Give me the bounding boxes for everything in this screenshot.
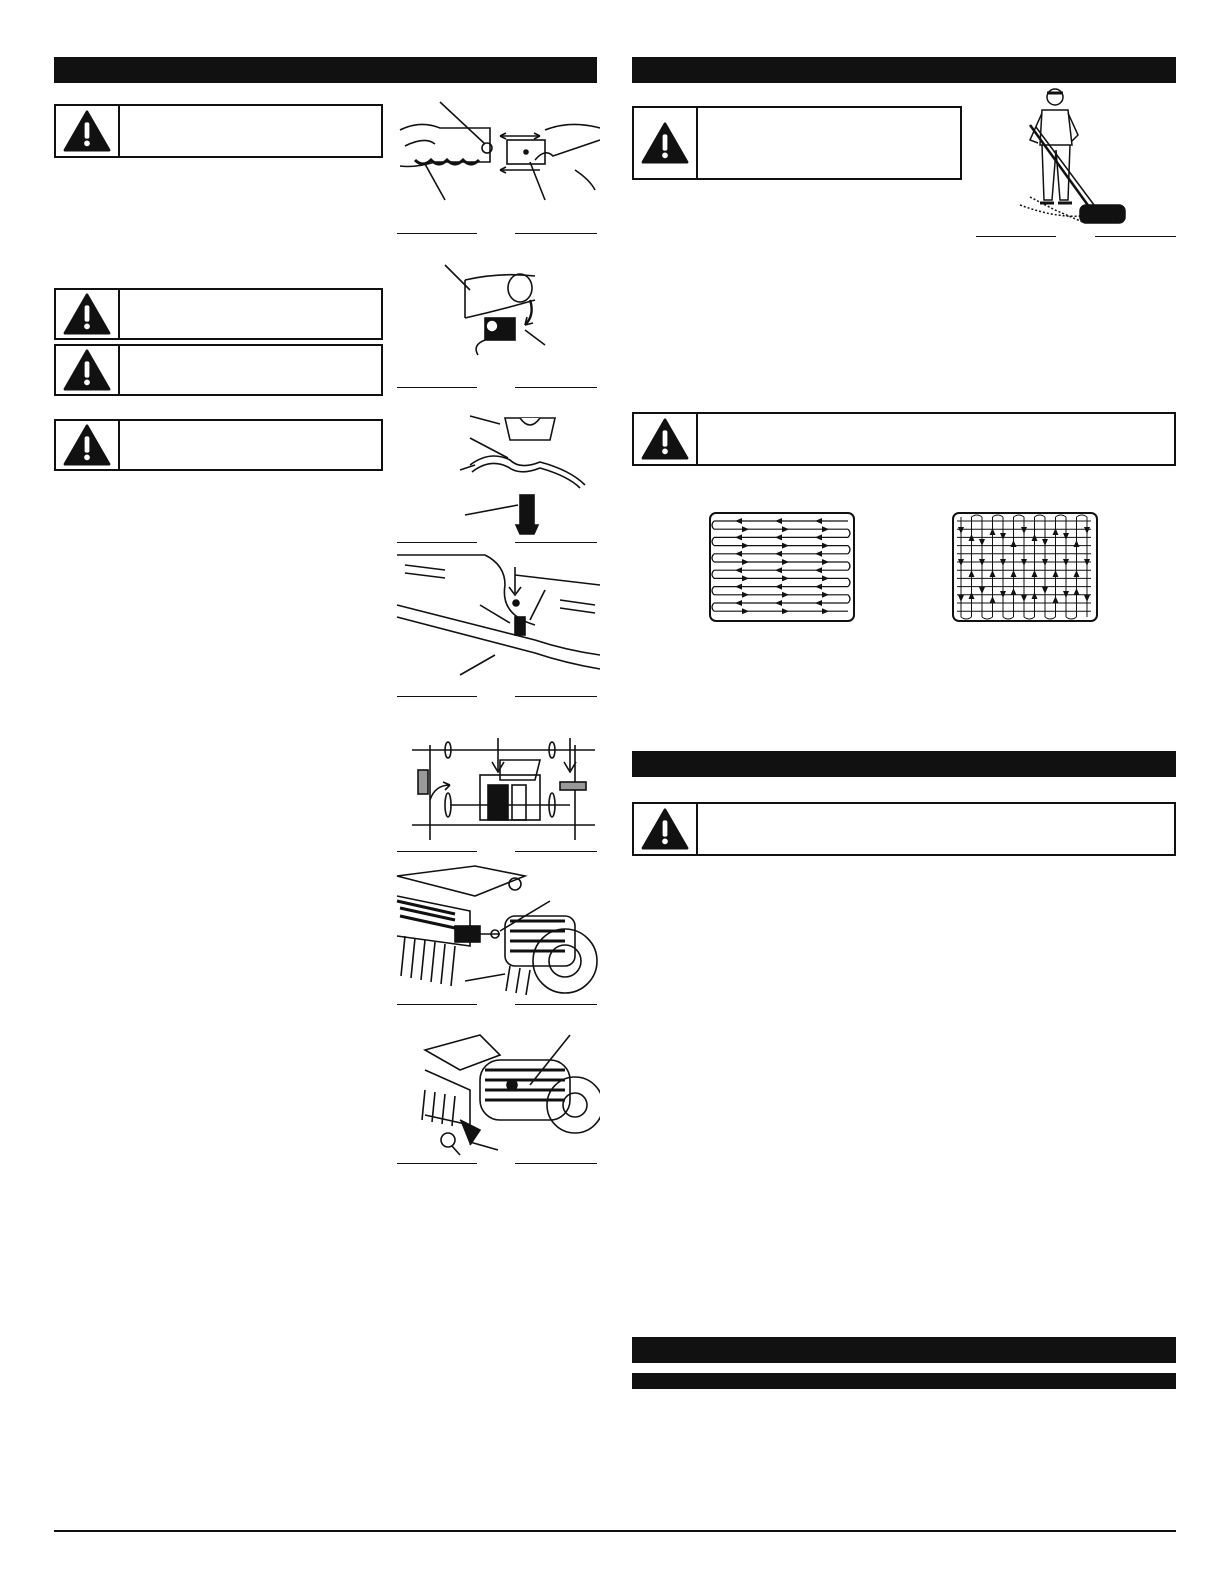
warning-box: [632, 802, 1176, 856]
warning-icon-cell: [634, 804, 698, 854]
warning-icon-cell: [56, 106, 120, 156]
tine-reel-figure: [395, 856, 600, 1001]
warning-box: [632, 106, 962, 180]
warning-box: [632, 412, 1176, 466]
figure-caption-rule: [397, 387, 477, 388]
operator-figure: [1000, 85, 1150, 230]
warning-triangle-icon: [63, 110, 111, 152]
figure-caption-rule: [397, 696, 477, 697]
warning-triangle-icon: [63, 349, 111, 391]
figure-caption-rule: [515, 1004, 597, 1005]
warning-icon-cell: [634, 108, 698, 178]
section-header-bar-operation: [632, 57, 1176, 83]
figure-caption-rule: [515, 542, 597, 543]
warning-triangle-icon: [641, 418, 689, 460]
warning-icon-cell: [56, 346, 120, 394]
height-adjust-figure: [410, 730, 595, 845]
warning-icon-cell: [56, 290, 120, 338]
figure-caption-rule: [397, 1004, 477, 1005]
deck-slot-figure: [395, 545, 600, 690]
warning-box: [54, 419, 383, 471]
pattern-horizontal-figure: [708, 511, 856, 623]
handle-assembly-figure: [395, 100, 600, 230]
warning-triangle-icon: [63, 293, 111, 335]
section-header-bar-storage: [632, 1337, 1176, 1363]
knob-tightening-figure: [430, 260, 560, 365]
figure-caption-rule: [515, 696, 597, 697]
section-header-bar-assembly: [54, 57, 597, 83]
pattern-crosshatch-figure: [951, 511, 1099, 623]
warning-icon-cell: [56, 421, 120, 469]
figure-caption-rule: [515, 387, 597, 388]
warning-icon-cell: [634, 414, 698, 464]
warning-triangle-icon: [641, 808, 689, 850]
figure-caption-rule: [976, 236, 1056, 237]
warning-box: [54, 104, 383, 158]
footer-rule: [54, 1530, 1176, 1532]
warning-triangle-icon: [641, 122, 689, 164]
figure-caption-rule: [397, 851, 477, 852]
figure-caption-rule: [515, 233, 597, 234]
figure-caption-rule: [515, 851, 597, 852]
figure-caption-rule: [397, 233, 477, 234]
warning-triangle-icon: [63, 424, 111, 466]
warning-box: [54, 344, 383, 396]
section-subheader-bar: [632, 1373, 1176, 1389]
bolt-bracket-figure: [450, 410, 590, 535]
figure-caption-rule: [1095, 236, 1176, 237]
figure-caption-rule: [397, 542, 477, 543]
figure-caption-rule: [515, 1163, 597, 1164]
section-header-bar-maintenance: [632, 751, 1176, 777]
figure-caption-rule: [397, 1163, 477, 1164]
reel-pin-figure: [420, 1030, 600, 1160]
warning-box: [54, 288, 383, 340]
